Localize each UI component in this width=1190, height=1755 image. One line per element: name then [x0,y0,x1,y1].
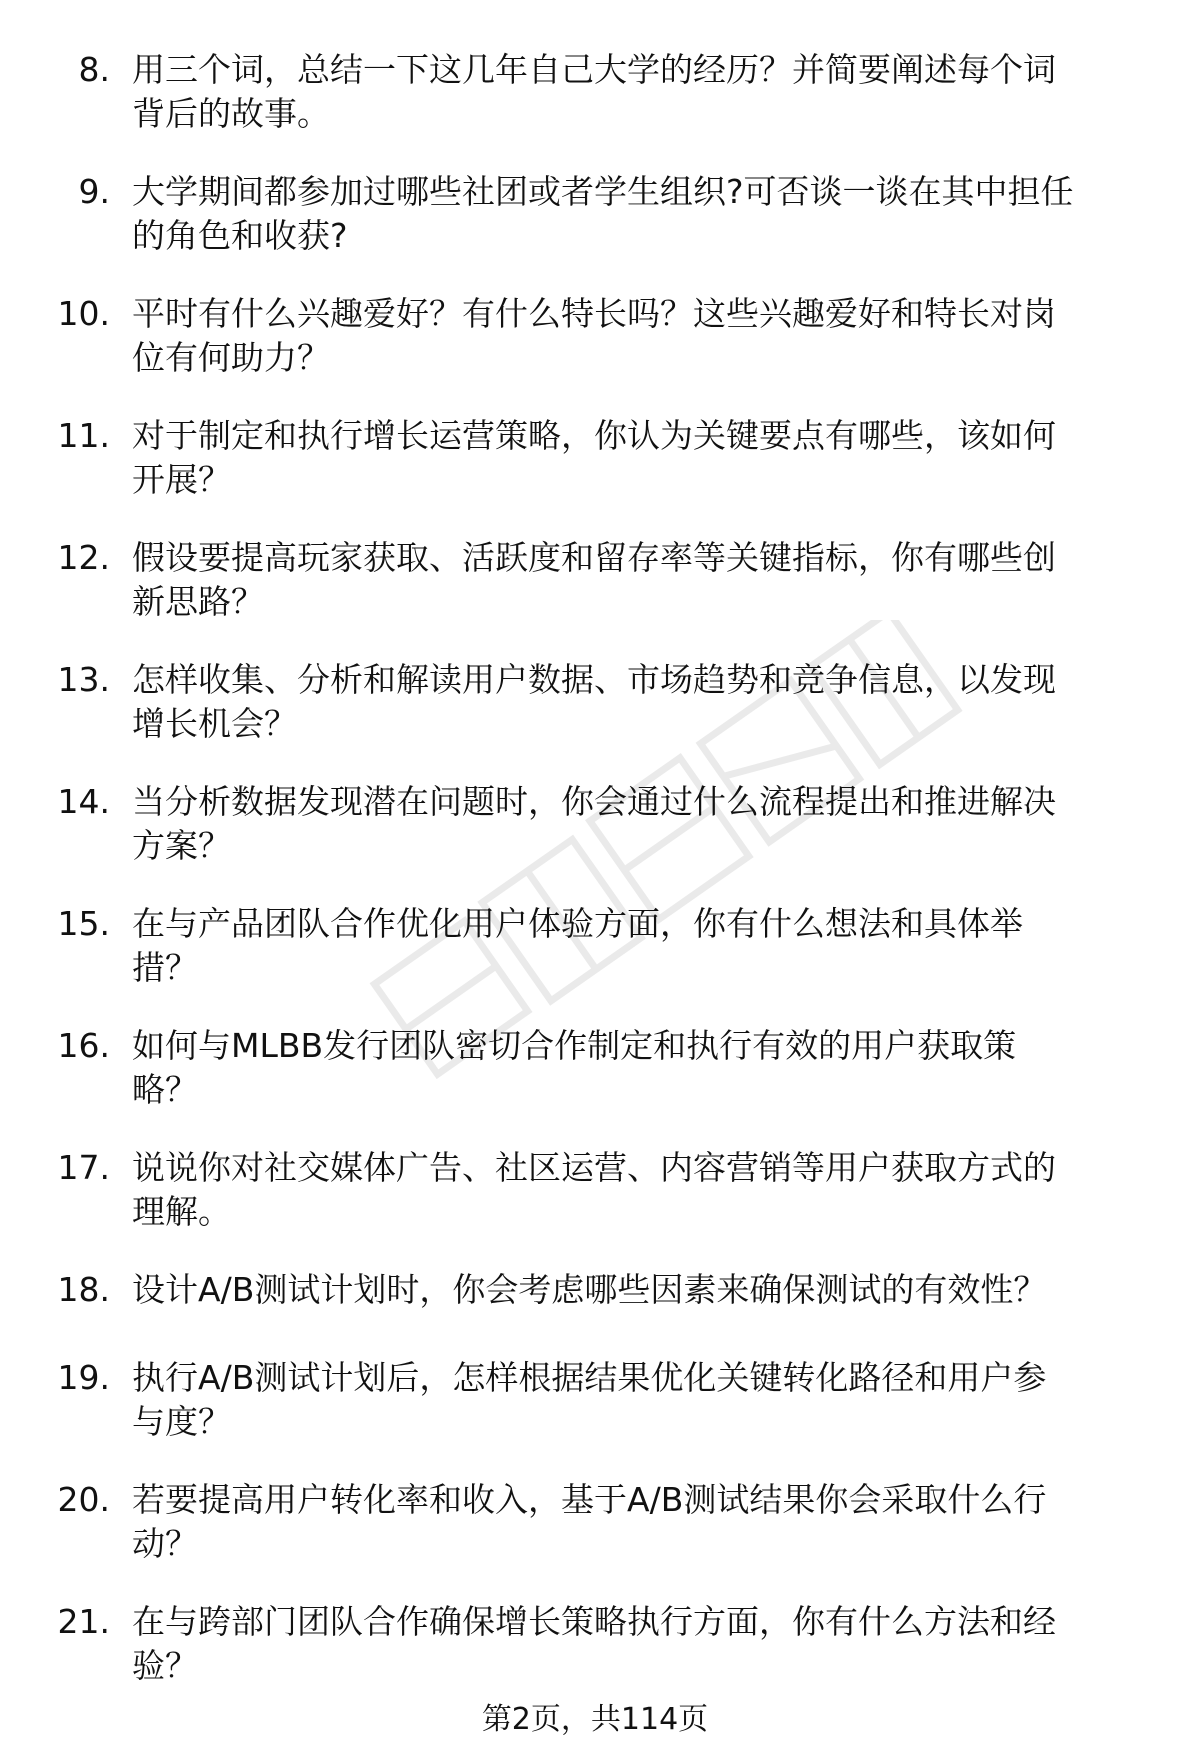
question-text: 若要提高用户转化率和收入，基于A/B测试结果你会采取什么行 动？ [132,1480,1047,1563]
question-text: 在与跨部门团队合作确保增长策略执行方面，你有什么方法和经 验？ [132,1602,1056,1685]
question-list [0,48,1190,1722]
question-number: 11. [57,416,110,455]
page-footer: 第2页，共114页 [481,1702,709,1737]
question-text: 假设要提高玩家获取、活跃度和留存率等关键指标，你有哪些创 新思路？ [132,538,1056,621]
question-item [0,48,1190,133]
question-number: 16. [57,1026,110,1065]
question-text: 怎样收集、分析和解读用户数据、市场趋势和竞争信息，以发现 增长机会？ [132,660,1056,743]
question-item [0,170,1190,255]
question-item [0,1356,1190,1441]
question-number: 18. [57,1270,110,1309]
question-number: 17. [57,1148,110,1187]
question-number: 14. [57,782,110,821]
question-number: 9. [78,172,110,211]
question-item [0,1146,1190,1231]
question-text: 当分析数据发现潜在问题时，你会通过什么流程提出和推进解决 方案？ [132,782,1056,865]
question-text: 设计A/B测试计划时，你会考虑哪些因素来确保测试的有效性？ [132,1270,1047,1309]
question-text: 平时有什么兴趣爱好？有什么特长吗？这些兴趣爱好和特长对岗 位有何助力？ [132,294,1056,377]
question-item [0,414,1190,499]
question-item [0,902,1190,987]
question-item [0,658,1190,743]
question-number: 8. [78,50,110,89]
question-text: 说说你对社交媒体广告、社区运营、内容营销等用户获取方式的 理解。 [132,1148,1056,1231]
question-number: 19. [57,1358,110,1397]
question-number: 21. [57,1602,110,1641]
question-item [0,1268,1190,1312]
question-text: 如何与MLBB发行团队密切合作制定和执行有效的用户获取策 略？ [132,1026,1017,1109]
question-text: 用三个词，总结一下这几年自己大学的经历？并简要阐述每个词 背后的故事。 [132,50,1056,133]
question-text: 对于制定和执行增长运营策略，你认为关键要点有哪些，该如何 开展？ [132,416,1056,499]
question-item [0,536,1190,621]
question-text: 大学期间都参加过哪些社团或者学生组织?可否谈一谈在其中担任 的角色和收获? [132,172,1074,255]
question-number: 10. [57,294,110,333]
question-number: 13. [57,660,110,699]
question-text: 执行A/B测试计划后，怎样根据结果优化关键转化路径和用户参 与度？ [132,1358,1047,1441]
question-item [0,1478,1190,1563]
question-item [0,1600,1190,1685]
question-item [0,780,1190,865]
question-number: 20. [57,1480,110,1519]
question-number: 15. [57,904,110,943]
question-item [0,292,1190,377]
question-item [0,1024,1190,1109]
question-number: 12. [57,538,110,577]
question-text: 在与产品团队合作优化用户体验方面，你有什么想法和具体举 措？ [132,904,1023,987]
